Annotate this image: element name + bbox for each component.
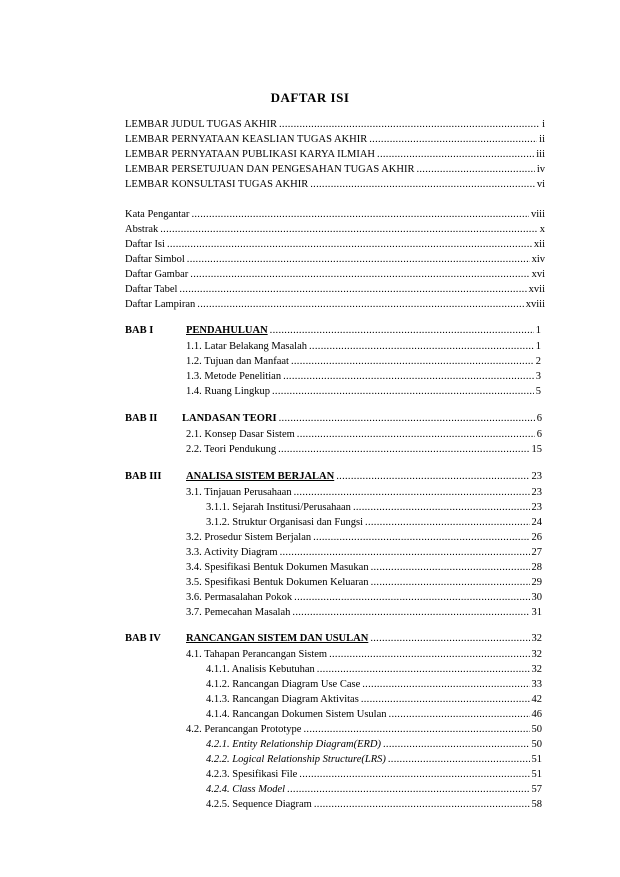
toc-entry-label: 4.2.1. Entity Relationship Diagram(ERD) <box>206 739 381 750</box>
toc-entry[interactable] <box>186 591 542 604</box>
leader-dots <box>370 632 529 645</box>
toc-entry[interactable] <box>186 385 541 398</box>
toc-entry-page: 2 <box>535 356 541 367</box>
chapter-heading[interactable] <box>186 324 541 337</box>
toc-entry-page: iv <box>536 164 545 175</box>
toc-entry-page: 58 <box>531 799 542 810</box>
chapter-title: RANCANGAN SISTEM DAN USULAN <box>186 633 369 644</box>
toc-entry-page: 15 <box>531 444 542 455</box>
chapter-heading[interactable] <box>186 632 542 645</box>
toc-entry-label: LEMBAR PERNYATAAN KEASLIAN TUGAS AKHIR <box>125 134 368 145</box>
toc-entry-label: LEMBAR JUDUL TUGAS AKHIR <box>125 119 277 130</box>
toc-entry-label: 1.3. Metode Penelitian <box>186 371 282 382</box>
leader-dots <box>309 340 534 353</box>
leader-dots <box>291 355 534 368</box>
toc-entry-label: 4.1.1. Analisis Kebutuhan <box>206 664 315 675</box>
toc-entry-label: 4.2. Perancangan Prototype <box>186 724 302 735</box>
leader-dots <box>160 223 538 236</box>
chapter-title: LANDASAN TEORI <box>182 413 277 424</box>
leader-dots <box>369 133 537 146</box>
leader-dots <box>303 723 529 736</box>
toc-entry-page: viii <box>530 209 545 220</box>
toc-entry-page: xvi <box>531 269 545 280</box>
toc-entry[interactable] <box>186 576 542 589</box>
toc-entry[interactable] <box>186 340 541 353</box>
toc-entry[interactable] <box>125 178 545 191</box>
toc-entry[interactable] <box>125 298 545 311</box>
toc-entry-page: xviii <box>525 299 545 310</box>
toc-entry-label: 3.7. Pemecahan Masalah <box>186 607 291 618</box>
leader-dots <box>280 546 530 559</box>
toc-entry[interactable] <box>206 753 542 766</box>
toc-entry-label: Daftar Isi <box>125 239 165 250</box>
chapter-number: BAB III <box>125 471 162 482</box>
toc-entry[interactable] <box>186 486 542 499</box>
leader-dots <box>365 516 529 529</box>
leader-dots <box>383 738 530 751</box>
toc-entry-page: i <box>542 119 545 130</box>
leader-dots <box>371 561 530 574</box>
toc-entry-page: 27 <box>531 547 542 558</box>
toc-entry-page: 23 <box>531 502 542 513</box>
leader-dots <box>362 678 529 691</box>
toc-entry[interactable] <box>186 561 542 574</box>
toc-entry[interactable] <box>125 208 545 221</box>
toc-entry-label: 4.1.4. Rancangan Dokumen Sistem Usulan <box>206 709 387 720</box>
toc-entry-label: 1.4. Ruang Lingkup <box>186 386 270 397</box>
toc-entry[interactable] <box>186 428 542 441</box>
chapter-number: BAB I <box>125 325 154 336</box>
leader-dots <box>299 768 529 781</box>
toc-entry-page: 26 <box>531 532 542 543</box>
toc-entry-page: 28 <box>531 562 542 573</box>
leader-dots <box>314 798 530 811</box>
toc-entry-page: 42 <box>531 694 542 705</box>
toc-entry[interactable] <box>186 546 542 559</box>
leader-dots <box>179 283 526 296</box>
toc-entry-label: 4.2.3. Spesifikasi File <box>206 769 298 780</box>
toc-entry-label: Abstrak <box>125 224 159 235</box>
toc-entry-page: 50 <box>531 739 542 750</box>
chapter-page: 1 <box>535 325 541 336</box>
toc-entry-page: 51 <box>531 754 542 765</box>
chapter-number: BAB II <box>125 413 158 424</box>
leader-dots <box>270 324 534 337</box>
toc-entry-label: Daftar Simbol <box>125 254 185 265</box>
toc-entry-label: 3.2. Prosedur Sistem Berjalan <box>186 532 312 543</box>
leader-dots <box>388 753 530 766</box>
chapter-page: 6 <box>536 413 542 424</box>
toc-entry-label: Daftar Gambar <box>125 269 189 280</box>
toc-entry-page: 3 <box>535 371 541 382</box>
toc-entry-label: 3.1.1. Sejarah Institusi/Perusahaan <box>206 502 351 513</box>
toc-entry-page: 51 <box>531 769 542 780</box>
toc-entry-page: xiv <box>531 254 545 265</box>
toc-entry[interactable] <box>206 708 542 721</box>
toc-entry-label: 2.1. Konsep Dasar Sistem <box>186 429 295 440</box>
leader-dots <box>313 531 529 544</box>
page-title: DAFTAR ISI <box>270 90 350 105</box>
chapter-title: ANALISA SISTEM BERJALAN <box>186 471 335 482</box>
toc-entry-label: 3.1.2. Struktur Organisasi dan Fungsi <box>206 517 364 528</box>
leader-dots <box>371 576 530 589</box>
toc-entry-label: 4.2.2. Logical Relationship Structure(LRS) <box>206 754 386 765</box>
toc-entry-page: 50 <box>531 724 542 735</box>
toc-entry-label: 2.2. Teori Pendukung <box>186 444 277 455</box>
toc-entry-label: 4.2.4. Class Model <box>206 784 286 795</box>
leader-dots <box>287 783 529 796</box>
toc-entry[interactable] <box>125 133 545 146</box>
toc-entry-page: 57 <box>531 784 542 795</box>
toc-entry-page: 46 <box>531 709 542 720</box>
toc-entry-page: 29 <box>531 577 542 588</box>
leader-dots <box>294 591 529 604</box>
toc-entry-label: 1.1. Latar Belakang Masalah <box>186 341 307 352</box>
toc-entry[interactable] <box>125 268 545 281</box>
toc-entry[interactable] <box>125 163 545 176</box>
chapter-page: 32 <box>531 633 542 644</box>
toc-entry[interactable] <box>186 723 542 736</box>
chapter-heading[interactable] <box>186 470 542 483</box>
toc-entry-label: 1.2. Tujuan dan Manfaat <box>186 356 289 367</box>
leader-dots <box>167 238 532 251</box>
toc-entry-label: Daftar Lampiran <box>125 299 196 310</box>
leader-dots <box>292 606 529 619</box>
toc-entry-page: xvii <box>528 284 545 295</box>
toc-entry-label: 4.1.3. Rancangan Diagram Aktivitas <box>206 694 359 705</box>
toc-entry-page: 32 <box>531 664 542 675</box>
toc-entry-page: 33 <box>531 679 542 690</box>
leader-dots <box>190 268 529 281</box>
toc-entry-label: LEMBAR PERSETUJUAN DAN PENGESAHAN TUGAS AKHIR <box>125 164 415 175</box>
toc-entry-page: 24 <box>531 517 542 528</box>
toc-entry-page: 6 <box>536 429 542 440</box>
toc-entry-label: 4.1.2. Rancangan Diagram Use Case <box>206 679 361 690</box>
toc-entry[interactable] <box>125 118 545 131</box>
toc-entry-label: 3.3. Activity Diagram <box>186 547 278 558</box>
leader-dots <box>353 501 530 514</box>
toc-entry-label: 4.2.5. Sequence Diagram <box>206 799 312 810</box>
toc-entry-label: 3.4. Spesifikasi Bentuk Dokumen Masukan <box>186 562 369 573</box>
toc-entry-page: 32 <box>531 649 542 660</box>
toc-entry[interactable] <box>206 798 542 811</box>
toc-entry[interactable] <box>186 370 541 383</box>
chapter-title: PENDAHULUAN <box>186 325 268 336</box>
toc-entry-label: Kata Pengantar <box>125 209 190 220</box>
toc-entry-page: ii <box>539 134 545 145</box>
leader-dots <box>297 428 535 441</box>
toc-entry-page: xii <box>533 239 545 250</box>
toc-entry[interactable] <box>206 663 542 676</box>
chapter-heading[interactable] <box>182 412 542 425</box>
leader-dots <box>310 178 535 191</box>
toc-entry[interactable] <box>206 516 542 529</box>
leader-dots <box>294 486 530 499</box>
toc-entry[interactable] <box>186 531 542 544</box>
toc-entry[interactable] <box>125 148 545 161</box>
leader-dots <box>361 693 530 706</box>
leader-dots <box>278 443 529 456</box>
toc-entry[interactable] <box>206 738 542 751</box>
leader-dots <box>377 148 534 161</box>
toc-entry-page: iii <box>536 149 545 160</box>
toc-entry-page: 23 <box>531 487 542 498</box>
leader-dots <box>191 208 529 221</box>
toc-entry-label: LEMBAR PERNYATAAN PUBLIKASI KARYA ILMIAH <box>125 149 376 160</box>
toc-entry[interactable] <box>206 693 542 706</box>
toc-entry-page: x <box>539 224 545 235</box>
toc-entry[interactable] <box>186 443 542 456</box>
toc-entry[interactable] <box>206 768 542 781</box>
leader-dots <box>389 708 530 721</box>
toc-entry[interactable] <box>125 253 545 266</box>
toc-entry-label: Daftar Tabel <box>125 284 178 295</box>
toc-entry[interactable] <box>186 648 542 661</box>
leader-dots <box>336 470 529 483</box>
toc-entry-page: 31 <box>531 607 542 618</box>
toc-entry-page: 1 <box>535 341 541 352</box>
toc-entry[interactable] <box>125 283 545 296</box>
toc-entry-label: 3.6. Permasalahan Pokok <box>186 592 293 603</box>
leader-dots <box>416 163 534 176</box>
chapter-page: 23 <box>531 471 542 482</box>
toc-entry-page: 5 <box>535 386 541 397</box>
toc-entry[interactable] <box>206 501 542 514</box>
toc-entry-page: vi <box>536 179 545 190</box>
toc-entry[interactable] <box>186 355 541 368</box>
leader-dots <box>279 412 535 425</box>
leader-dots <box>272 385 534 398</box>
toc-entry-label: 4.1. Tahapan Perancangan Sistem <box>186 649 328 660</box>
toc-entry-label: LEMBAR KONSULTASI TUGAS AKHIR <box>125 179 309 190</box>
leader-dots <box>317 663 530 676</box>
toc-entry[interactable] <box>206 783 542 796</box>
toc-entry-label: 3.5. Spesifikasi Bentuk Dokumen Keluaran <box>186 577 369 588</box>
toc-entry[interactable] <box>206 678 542 691</box>
leader-dots <box>187 253 530 266</box>
toc-entry-page: 30 <box>531 592 542 603</box>
chapter-number: BAB IV <box>125 633 161 644</box>
leader-dots <box>279 118 540 131</box>
leader-dots <box>329 648 529 661</box>
toc-entry[interactable] <box>186 606 542 619</box>
toc-entry-label: 3.1. Tinjauan Perusahaan <box>186 487 292 498</box>
leader-dots <box>283 370 534 383</box>
leader-dots <box>197 298 523 311</box>
toc-entry[interactable] <box>125 223 545 236</box>
toc-entry[interactable] <box>125 238 545 251</box>
